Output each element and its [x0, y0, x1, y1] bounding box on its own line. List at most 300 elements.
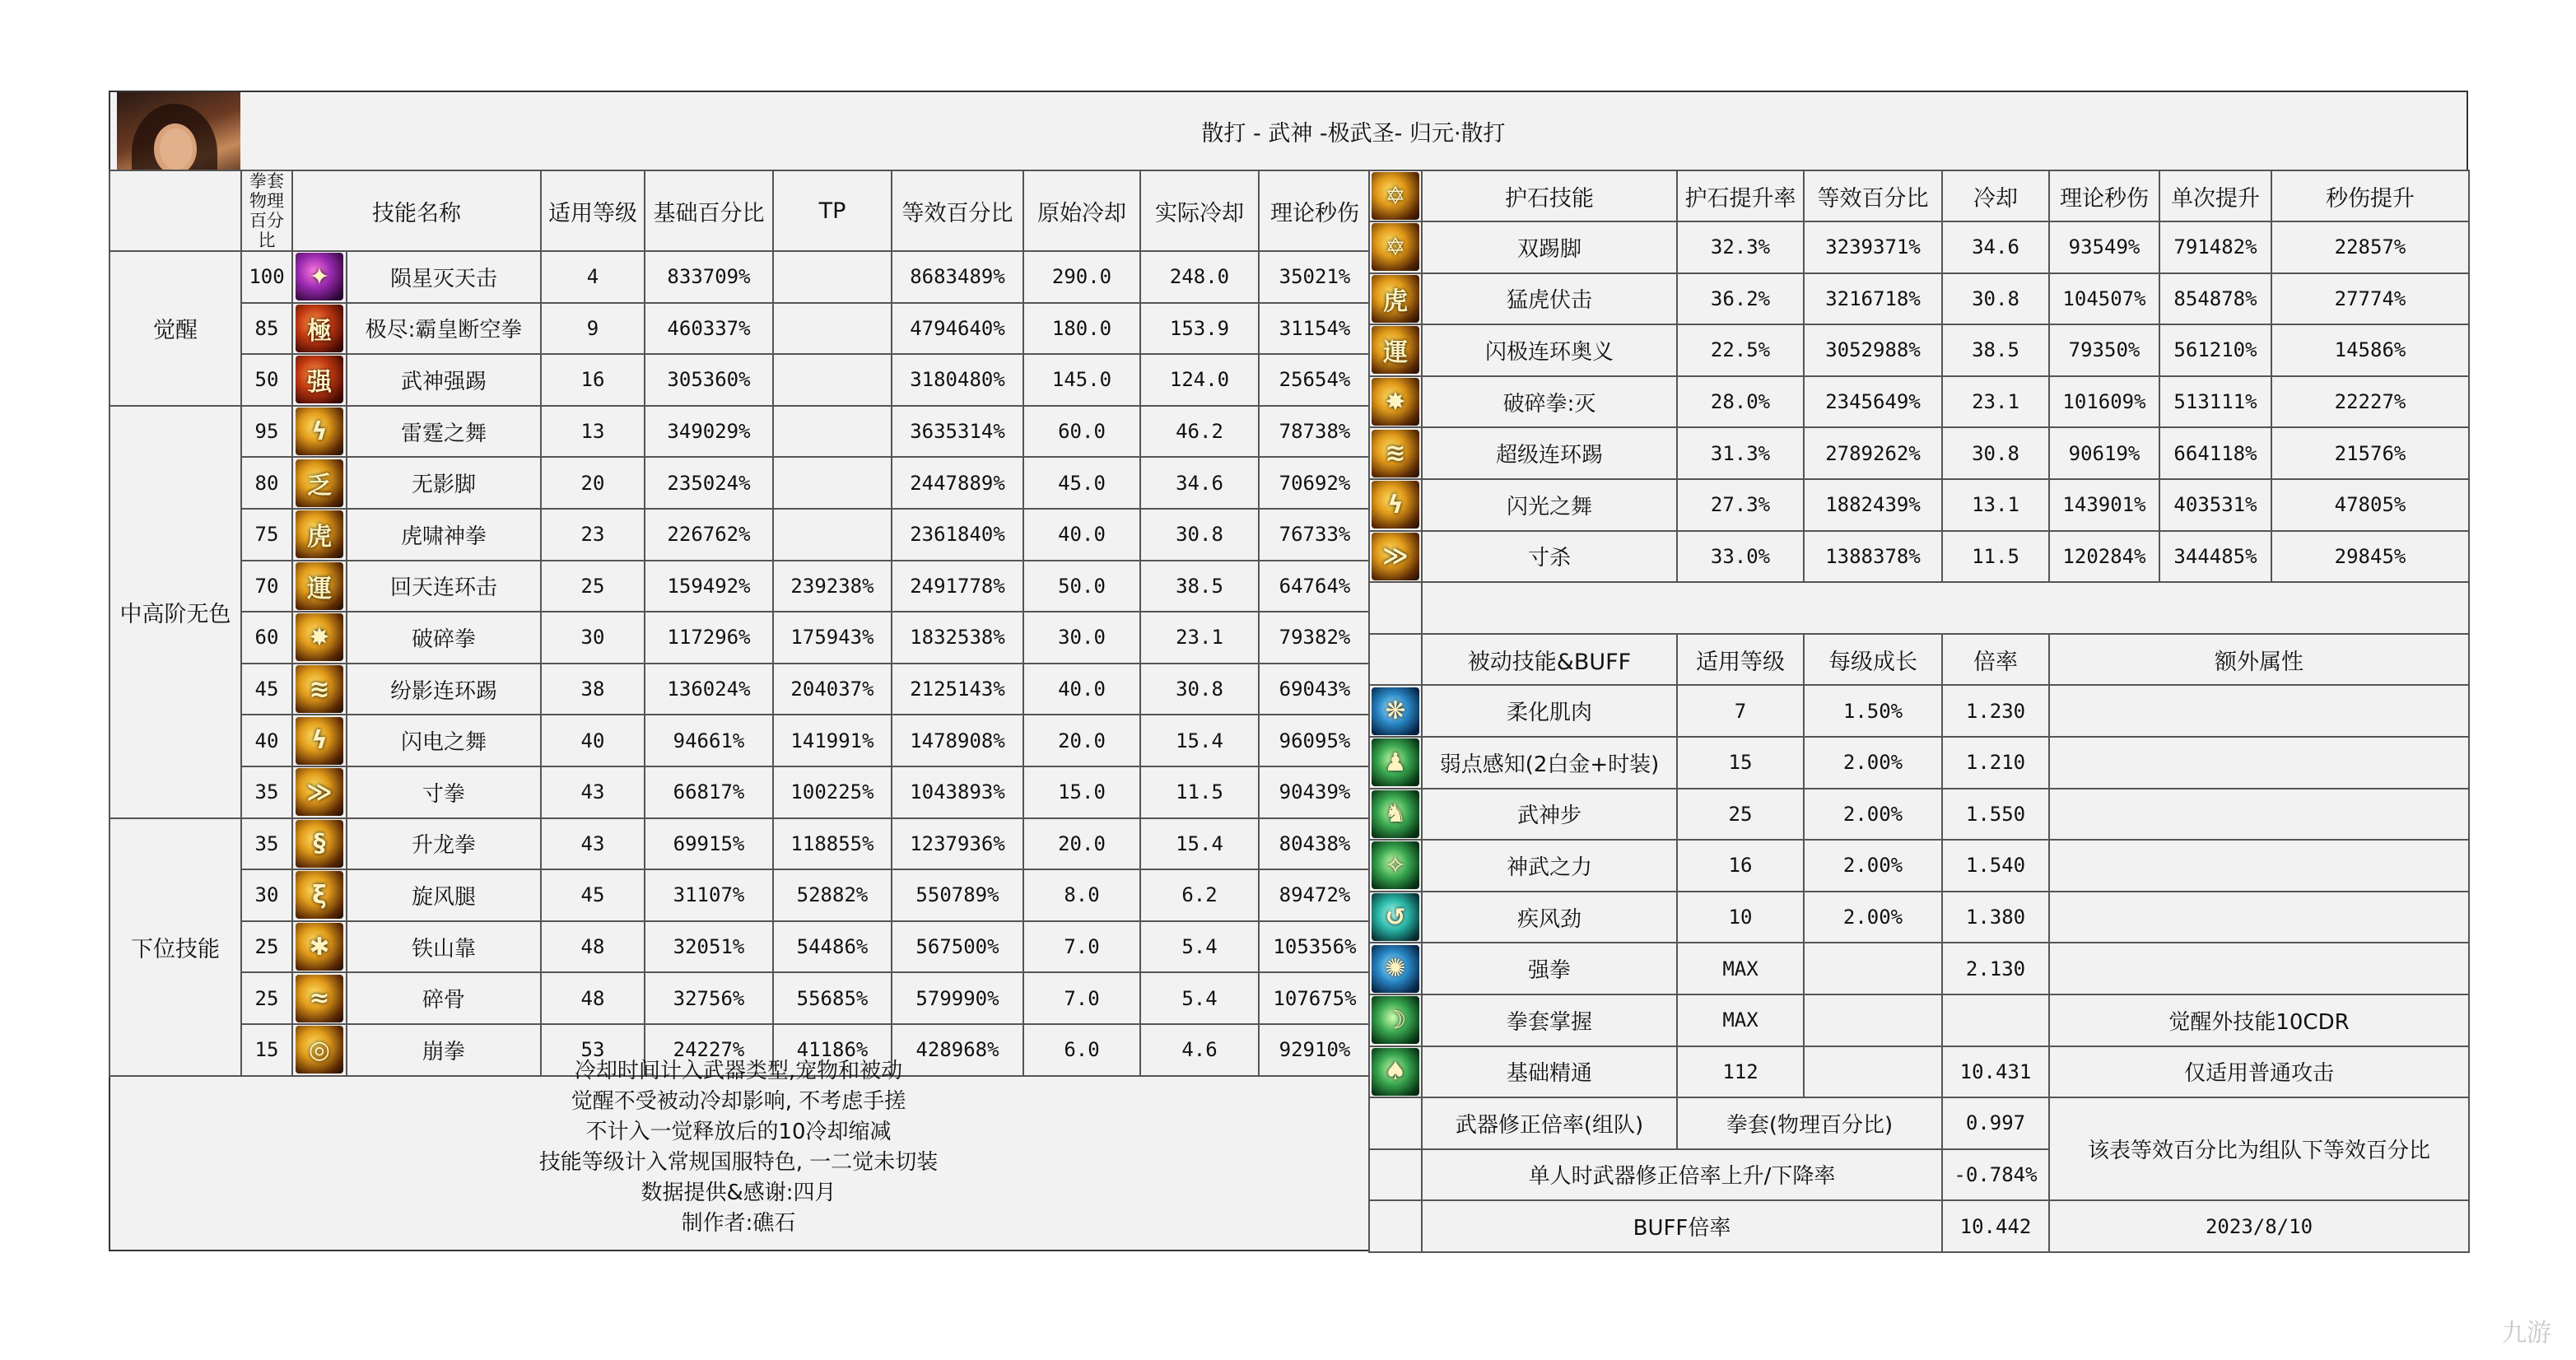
solo-label: 单人时武器修正倍率上升/下降率: [1422, 1149, 1942, 1201]
skill-icon: [1372, 687, 1419, 735]
stone-cd: 11.5: [1942, 531, 2049, 583]
equiv-pct: 4794640%: [892, 303, 1023, 355]
skill-icon-cell: [1369, 1046, 1422, 1098]
skill-icon-cell: [1369, 531, 1422, 583]
skill-row: [109, 251, 1371, 303]
passive-level: MAX: [1677, 943, 1804, 994]
skill-icon: [296, 871, 343, 919]
actual-cd: 30.8: [1140, 509, 1259, 561]
passive-mult: 1.230: [1942, 685, 2049, 737]
fist-pct: 35: [241, 818, 292, 870]
skill-icon-glyph: 乏: [307, 471, 332, 501]
level: 43: [541, 766, 645, 818]
equiv-pct: 3635314%: [892, 406, 1023, 458]
passive-growth: 2.00%: [1804, 840, 1942, 892]
fist-pct: 30: [241, 869, 292, 921]
skill-icon: [296, 923, 343, 971]
header-equiv-pct: 等效百分比: [892, 170, 1023, 251]
tp: 175943%: [773, 612, 892, 664]
skill-icon: [296, 305, 343, 352]
header-dps-gain: 秒伤提升: [2271, 170, 2469, 221]
header-stone-dps: 理论秒伤: [2049, 170, 2159, 221]
empty-cell: [1369, 634, 1422, 686]
header-stone-skill: 护石技能: [1422, 170, 1677, 221]
skill-icon-cell: [292, 509, 347, 561]
passive-extra: 觉醒外技能10CDR: [2049, 994, 2469, 1046]
passive-mult: 1.380: [1942, 892, 2049, 943]
skill-icon-glyph: ❋: [1385, 696, 1406, 726]
equiv-pct: 550789%: [892, 869, 1023, 921]
base-pct: 159492%: [645, 561, 773, 612]
orig-cd: 20.0: [1023, 818, 1140, 870]
passive-mult: 1.540: [1942, 840, 2049, 892]
passive-growth: [1804, 1046, 1942, 1098]
passive-mult: 2.130: [1942, 943, 2049, 994]
passive-name: 强拳: [1422, 943, 1677, 994]
skill-icon: [296, 613, 343, 661]
passive-row: [1369, 737, 2469, 789]
skill-icon: [1372, 945, 1419, 993]
skill-row: [109, 509, 1371, 561]
solo-value: -0.784%: [1942, 1149, 2049, 1201]
skill-icon-cell: [292, 251, 347, 303]
skill-icon: [1372, 790, 1419, 838]
stone-equiv: 2789262%: [1804, 427, 1942, 479]
stone-equiv: 1882439%: [1804, 479, 1942, 531]
skill-icon-cell: [292, 972, 347, 1024]
passive-growth: 1.50%: [1804, 685, 1942, 737]
skill-icon-glyph: 虎: [307, 523, 332, 552]
skill-name: 闪电之舞: [347, 715, 541, 766]
passive-name: 武神步: [1422, 789, 1677, 841]
passive-row: [1369, 789, 2469, 841]
stone-rate: 36.2%: [1677, 273, 1804, 325]
skill-icon-glyph: ✱: [309, 932, 330, 962]
skill-icon: [296, 408, 343, 455]
passive-extra: [2049, 840, 2469, 892]
skill-icon-glyph: §: [313, 829, 326, 859]
stone-rate: 33.0%: [1677, 531, 1804, 583]
base-pct: 460337%: [645, 303, 773, 355]
passive-mult: 10.431: [1942, 1046, 2049, 1098]
skill-icon: [296, 717, 343, 765]
skill-icon-cell: [1369, 943, 1422, 994]
equiv-pct: 1237936%: [892, 818, 1023, 870]
stone-skill-name: 寸杀: [1422, 531, 1677, 583]
skill-icon-cell: [1369, 892, 1422, 943]
actual-cd: 248.0: [1140, 251, 1259, 303]
skill-row: [109, 406, 1371, 458]
skill-icon-cell: [1369, 427, 1422, 479]
equiv-pct: 8683489%: [892, 251, 1023, 303]
skill-icon-glyph: ♞: [1384, 799, 1407, 829]
equiv-pct: 3180480%: [892, 354, 1023, 406]
skill-icon-glyph: 極: [307, 316, 332, 346]
stone-equiv: 3052988%: [1804, 324, 1942, 376]
stone-dps: 143901%: [2049, 479, 2159, 531]
level: 45: [541, 869, 645, 921]
stone-single-gain: 664118%: [2159, 427, 2271, 479]
passive-level: MAX: [1677, 994, 1804, 1046]
equiv-pct: 428968%: [892, 1024, 1023, 1076]
dps: 78738%: [1259, 406, 1371, 458]
orig-cd: 30.0: [1023, 612, 1140, 664]
header-orig-cd: 原始冷却: [1023, 170, 1140, 251]
base-pct: 32756%: [645, 972, 773, 1024]
empty-cell: [1369, 1200, 1422, 1252]
passive-row: [1369, 892, 2469, 943]
skill-icon-cell: [1369, 376, 1422, 428]
orig-cd: 20.0: [1023, 715, 1140, 766]
skill-icon-glyph: ϟ: [311, 726, 328, 756]
dps: 92910%: [1259, 1024, 1371, 1076]
fist-pct: 25: [241, 921, 292, 973]
header-passive-growth: 每级成长: [1804, 634, 1942, 686]
skill-icon-cell: [1369, 479, 1422, 531]
base-pct: 94661%: [645, 715, 773, 766]
fist-pct: 80: [241, 457, 292, 509]
orig-cd: 7.0: [1023, 921, 1140, 973]
base-pct: 305360%: [645, 354, 773, 406]
passive-extra: [2049, 892, 2469, 943]
skill-icon-glyph: ☽: [1384, 1005, 1407, 1035]
stone-dps: 93549%: [2049, 221, 2159, 273]
stone-equiv: 1388378%: [1804, 531, 1942, 583]
passive-growth: 2.00%: [1804, 737, 1942, 789]
stone-skill-name: 双踢脚: [1422, 221, 1677, 273]
passive-extra: 仅适用普通攻击: [2049, 1046, 2469, 1098]
header-single-gain: 单次提升: [2159, 170, 2271, 221]
header-blank: [109, 170, 241, 251]
passive-growth: 2.00%: [1804, 789, 1942, 841]
actual-cd: 15.4: [1140, 715, 1259, 766]
skill-icon: [296, 768, 343, 816]
sheet-title: 散打 - 武神 -极武圣- 归元·散打: [240, 92, 2467, 171]
skill-icon-cell: [292, 561, 347, 612]
skill-name: 纷影连环踢: [347, 664, 541, 715]
skill-icon: [1372, 430, 1419, 477]
orig-cd: 45.0: [1023, 457, 1140, 509]
stone-skill-name: 闪光之舞: [1422, 479, 1677, 531]
dps: 64764%: [1259, 561, 1371, 612]
level: 25: [541, 561, 645, 612]
actual-cd: 46.2: [1140, 406, 1259, 458]
equiv-pct: 2361840%: [892, 509, 1023, 561]
orig-cd: 8.0: [1023, 869, 1140, 921]
stone-row: [1369, 479, 2469, 531]
fist-pct: 85: [241, 303, 292, 355]
passive-level: 7: [1677, 685, 1804, 737]
level: 43: [541, 818, 645, 870]
skill-name: 虎啸神拳: [347, 509, 541, 561]
passive-level: 25: [1677, 789, 1804, 841]
header-passive-level: 适用等级: [1677, 634, 1804, 686]
passive-row: [1369, 943, 2469, 994]
skill-name: 寸拳: [347, 766, 541, 818]
base-pct: 136024%: [645, 664, 773, 715]
buff-value: 10.442: [1942, 1200, 2049, 1252]
skill-icon: [296, 562, 343, 610]
skill-icon-glyph: ✺: [1385, 954, 1406, 984]
passive-growth: 2.00%: [1804, 892, 1942, 943]
passive-extra: [2049, 943, 2469, 994]
skill-icon-cell: [1369, 789, 1422, 841]
stone-skill-name: 超级连环踢: [1422, 427, 1677, 479]
note-line: 数据提供&感谢:四月: [641, 1181, 836, 1205]
skill-icon: [296, 665, 343, 713]
dps: 107675%: [1259, 972, 1371, 1024]
passive-row: [1369, 840, 2469, 892]
skill-icon: [1372, 378, 1419, 426]
skill-table: [109, 170, 1372, 1077]
stone-cd: 38.5: [1942, 324, 2049, 376]
stone-cd: 34.6: [1942, 221, 2049, 273]
level: 48: [541, 972, 645, 1024]
skill-row: [109, 664, 1371, 715]
skill-icon-cell: [292, 303, 347, 355]
stone-dps-gain: 47805%: [2271, 479, 2469, 531]
stone-skill-name: 破碎拳:灭: [1422, 376, 1677, 428]
skill-name: 武神强踢: [347, 354, 541, 406]
stone-cd: 30.8: [1942, 273, 2049, 325]
skill-row: [109, 921, 1371, 973]
skill-icon-glyph: ✸: [1385, 387, 1406, 417]
skill-icon-glyph: ✦: [309, 262, 330, 291]
actual-cd: 6.2: [1140, 869, 1259, 921]
stone-cd: 13.1: [1942, 479, 2049, 531]
skill-icon-cell: [292, 766, 347, 818]
skill-icon-cell: [292, 715, 347, 766]
group-label: 觉醒: [109, 251, 241, 406]
stone-dps: 79350%: [2049, 324, 2159, 376]
tp: [773, 509, 892, 561]
level: 30: [541, 612, 645, 664]
stone-row: [1369, 221, 2469, 273]
skill-icon: [1372, 481, 1419, 529]
fist-pct: 35: [241, 766, 292, 818]
skill-icon: [296, 510, 343, 558]
skill-name: 回天连环击: [347, 561, 541, 612]
passive-name: 疾风劲: [1422, 892, 1677, 943]
dps: 80438%: [1259, 818, 1371, 870]
empty-cell: [1422, 582, 2469, 634]
actual-cd: 11.5: [1140, 766, 1259, 818]
tp: 204037%: [773, 664, 892, 715]
equiv-pct: 2447889%: [892, 457, 1023, 509]
skill-icon-cell: [292, 921, 347, 973]
orig-cd: 40.0: [1023, 664, 1140, 715]
orig-cd: 60.0: [1023, 406, 1140, 458]
stone-single-gain: 403531%: [2159, 479, 2271, 531]
skill-icon-cell: [292, 869, 347, 921]
tp: 141991%: [773, 715, 892, 766]
skill-icon-glyph: ✸: [309, 622, 330, 652]
dps: 70692%: [1259, 457, 1371, 509]
equiv-pct: 2491778%: [892, 561, 1023, 612]
skill-icon-glyph: ϟ: [311, 417, 328, 446]
level: 13: [541, 406, 645, 458]
skill-icon: [1372, 738, 1419, 786]
group-label: 下位技能: [109, 818, 241, 1076]
skill-icon-cell: [292, 664, 347, 715]
fist-pct: 75: [241, 509, 292, 561]
base-pct: 349029%: [645, 406, 773, 458]
passive-extra: [2049, 685, 2469, 737]
skill-name: 崩拳: [347, 1024, 541, 1076]
level: 38: [541, 664, 645, 715]
weapon-type: 拳套(物理百分比): [1677, 1097, 1942, 1149]
level: 20: [541, 457, 645, 509]
header-base-pct: 基础百分比: [645, 170, 773, 251]
skill-icon-cell: [292, 612, 347, 664]
dps: 31154%: [1259, 303, 1371, 355]
skill-name: 破碎拳: [347, 612, 541, 664]
stone-single-gain: 854878%: [2159, 273, 2271, 325]
tp: [773, 457, 892, 509]
orig-cd: 6.0: [1023, 1024, 1140, 1076]
stone-row: [1369, 273, 2469, 325]
header-fist-pct: 拳套 物理百分比: [241, 170, 292, 251]
skill-icon: [296, 975, 343, 1022]
skill-icon: [1372, 996, 1419, 1044]
stone-header-glyph: ✡: [1385, 181, 1406, 211]
site-watermark: 九游: [2502, 1319, 2551, 1348]
group-label: 中高阶无色: [109, 406, 241, 818]
orig-cd: 40.0: [1023, 509, 1140, 561]
fist-pct: 45: [241, 664, 292, 715]
buff-label: BUFF倍率: [1422, 1200, 1942, 1252]
header-actual-cd: 实际冷却: [1140, 170, 1259, 251]
passive-level: 112: [1677, 1046, 1804, 1098]
skill-icon-glyph: ξ: [312, 880, 327, 910]
fist-pct: 100: [241, 251, 292, 303]
dps: 79382%: [1259, 612, 1371, 664]
note-line: 冷却时间计入武器类型,宠物和被动: [574, 1059, 903, 1083]
tp: [773, 303, 892, 355]
fist-pct: 50: [241, 354, 292, 406]
dps: 105356%: [1259, 921, 1371, 973]
stone-dps-gain: 22857%: [2271, 221, 2469, 273]
skill-row: [109, 561, 1371, 612]
stone-equiv: 2345649%: [1804, 376, 1942, 428]
fist-pct: 40: [241, 715, 292, 766]
header-stone-cd: 冷却: [1942, 170, 2049, 221]
header-stone-rate: 护石提升率: [1677, 170, 1804, 221]
passive-mult: [1942, 994, 2049, 1046]
skill-icon: [1372, 275, 1419, 323]
tp: 54486%: [773, 921, 892, 973]
actual-cd: 5.4: [1140, 972, 1259, 1024]
fist-pct: 95: [241, 406, 292, 458]
stone-single-gain: 344485%: [2159, 531, 2271, 583]
actual-cd: 4.6: [1140, 1024, 1259, 1076]
skill-icon-glyph: ↺: [1385, 902, 1406, 932]
fist-pct: 60: [241, 612, 292, 664]
stone-rate: 28.0%: [1677, 376, 1804, 428]
skill-icon: [1372, 893, 1419, 941]
skill-name: 铁山靠: [347, 921, 541, 973]
skill-icon-cell: [1369, 685, 1422, 737]
skill-row: [109, 715, 1371, 766]
orig-cd: 7.0: [1023, 972, 1140, 1024]
stone-row: [1369, 531, 2469, 583]
actual-cd: 23.1: [1140, 612, 1259, 664]
passive-name: 弱点感知(2白金+时装): [1422, 737, 1677, 789]
skill-icon: [1372, 841, 1419, 889]
skill-icon-cell: [1369, 324, 1422, 376]
dps: 25654%: [1259, 354, 1371, 406]
level: 48: [541, 921, 645, 973]
skill-name: 极尽:霸皇断空拳: [347, 303, 541, 355]
weapon-label: 武器修正倍率(组队): [1422, 1097, 1677, 1149]
header-stone-equiv: 等效百分比: [1804, 170, 1942, 221]
skill-icon-glyph: ✧: [1385, 850, 1406, 880]
passive-row: [1369, 994, 2469, 1046]
level: 16: [541, 354, 645, 406]
skill-icon-cell: [1369, 273, 1422, 325]
fist-pct: 15: [241, 1024, 292, 1076]
stone-skill-name: 猛虎伏击: [1422, 273, 1677, 325]
actual-cd: 153.9: [1140, 303, 1259, 355]
equiv-pct: 1832538%: [892, 612, 1023, 664]
date: 2023/8/10: [2049, 1200, 2469, 1252]
skill-icon: [296, 459, 343, 507]
base-pct: 66817%: [645, 766, 773, 818]
stone-row: [1369, 324, 2469, 376]
skill-icon-cell: [1369, 994, 1422, 1046]
tp: [773, 406, 892, 458]
equiv-pct: 1478908%: [892, 715, 1023, 766]
passive-level: 16: [1677, 840, 1804, 892]
orig-cd: 50.0: [1023, 561, 1140, 612]
passive-level: 15: [1677, 737, 1804, 789]
base-pct: 235024%: [645, 457, 773, 509]
stone-cd: 30.8: [1942, 427, 2049, 479]
skill-row: [109, 766, 1371, 818]
skill-row: [109, 303, 1371, 355]
stone-header-icon: [1372, 172, 1419, 220]
skill-icon-glyph: ♟: [1384, 748, 1407, 777]
skill-icon: [1372, 326, 1419, 374]
equiv-pct: 579990%: [892, 972, 1023, 1024]
header-passive-name: 被动技能&BUFF: [1422, 634, 1677, 686]
note-line: 制作者:礁石: [681, 1211, 796, 1236]
stone-single-gain: 791482%: [2159, 221, 2271, 273]
notes-block: [109, 1044, 1368, 1251]
skill-row: [109, 972, 1371, 1024]
orig-cd: 15.0: [1023, 766, 1140, 818]
tp: [773, 354, 892, 406]
level: 23: [541, 509, 645, 561]
equiv-pct: 2125143%: [892, 664, 1023, 715]
skill-icon-glyph: 强: [307, 368, 332, 398]
skill-row: [109, 457, 1371, 509]
dps: 89472%: [1259, 869, 1371, 921]
skill-icon-cell: [1369, 840, 1422, 892]
level: 53: [541, 1024, 645, 1076]
actual-cd: 34.6: [1140, 457, 1259, 509]
empty-cell: [1369, 1097, 1422, 1149]
base-pct: 117296%: [645, 612, 773, 664]
dps: 90439%: [1259, 766, 1371, 818]
stone-dps-gain: 22227%: [2271, 376, 2469, 428]
skill-icon: [1372, 223, 1419, 271]
skill-row: [109, 612, 1371, 664]
skill-icon-glyph: ≋: [1385, 439, 1406, 468]
skill-icon: [296, 356, 343, 403]
stone-dps-gain: 29845%: [2271, 531, 2469, 583]
weapon-value: 0.997: [1942, 1097, 2049, 1149]
